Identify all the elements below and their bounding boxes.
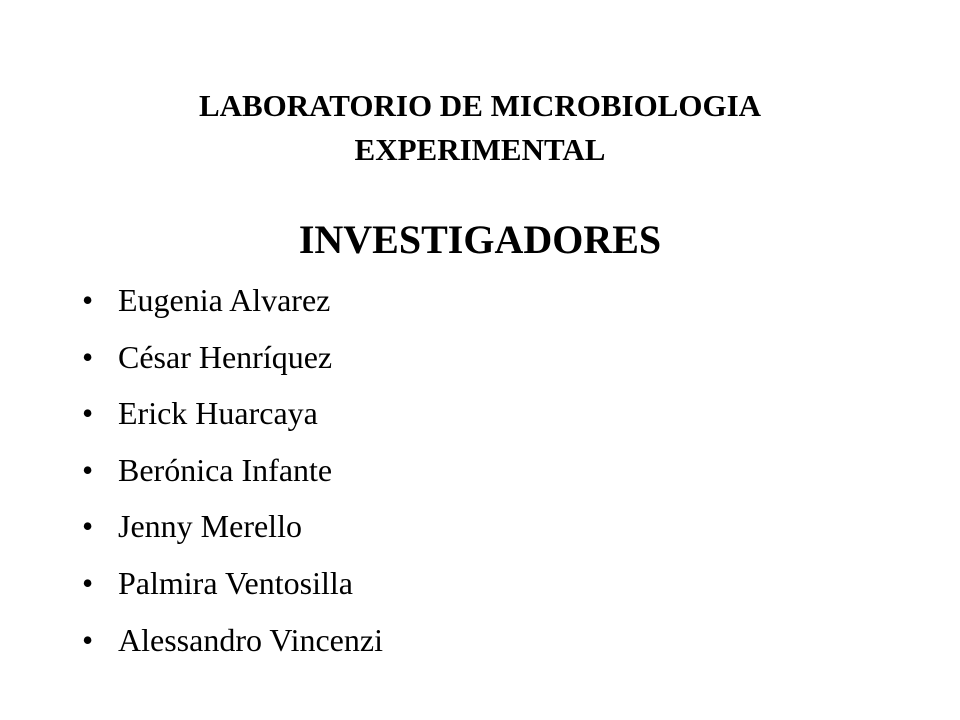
list-item: [82, 442, 383, 499]
section-heading: INVESTIGADORES: [298, 217, 662, 262]
list-item: [82, 272, 383, 329]
slide-title: [80, 84, 880, 172]
bullet-icon: •: [82, 564, 94, 601]
list-item: [82, 498, 383, 555]
investigator-name: Alessandro Vincenzi: [118, 621, 383, 658]
investigator-name: Berónica Infante: [118, 451, 333, 488]
list-item: [82, 612, 383, 669]
investigator-name: Palmira Ventosilla: [118, 564, 353, 601]
bullet-icon: •: [82, 395, 94, 432]
list-item: [82, 385, 383, 442]
list-item: [82, 555, 383, 612]
investigator-name: Jenny Merello: [118, 508, 302, 545]
investigators-list: [82, 272, 383, 668]
bullet-icon: •: [82, 282, 94, 318]
bullet-icon: •: [82, 338, 94, 375]
bullet-icon: •: [82, 621, 94, 658]
investigator-name: Eugenia Alvarez: [118, 282, 331, 318]
bullet-icon: •: [82, 508, 94, 545]
investigator-name: César Henríquez: [118, 338, 333, 375]
title-line-2: EXPERIMENTAL: [354, 132, 606, 167]
investigator-name: Erick Huarcaya: [118, 395, 318, 432]
title-line-1: LABORATORIO DE MICROBIOLOGIA: [198, 88, 762, 123]
list-item: [82, 329, 383, 386]
bullet-icon: •: [82, 451, 94, 488]
